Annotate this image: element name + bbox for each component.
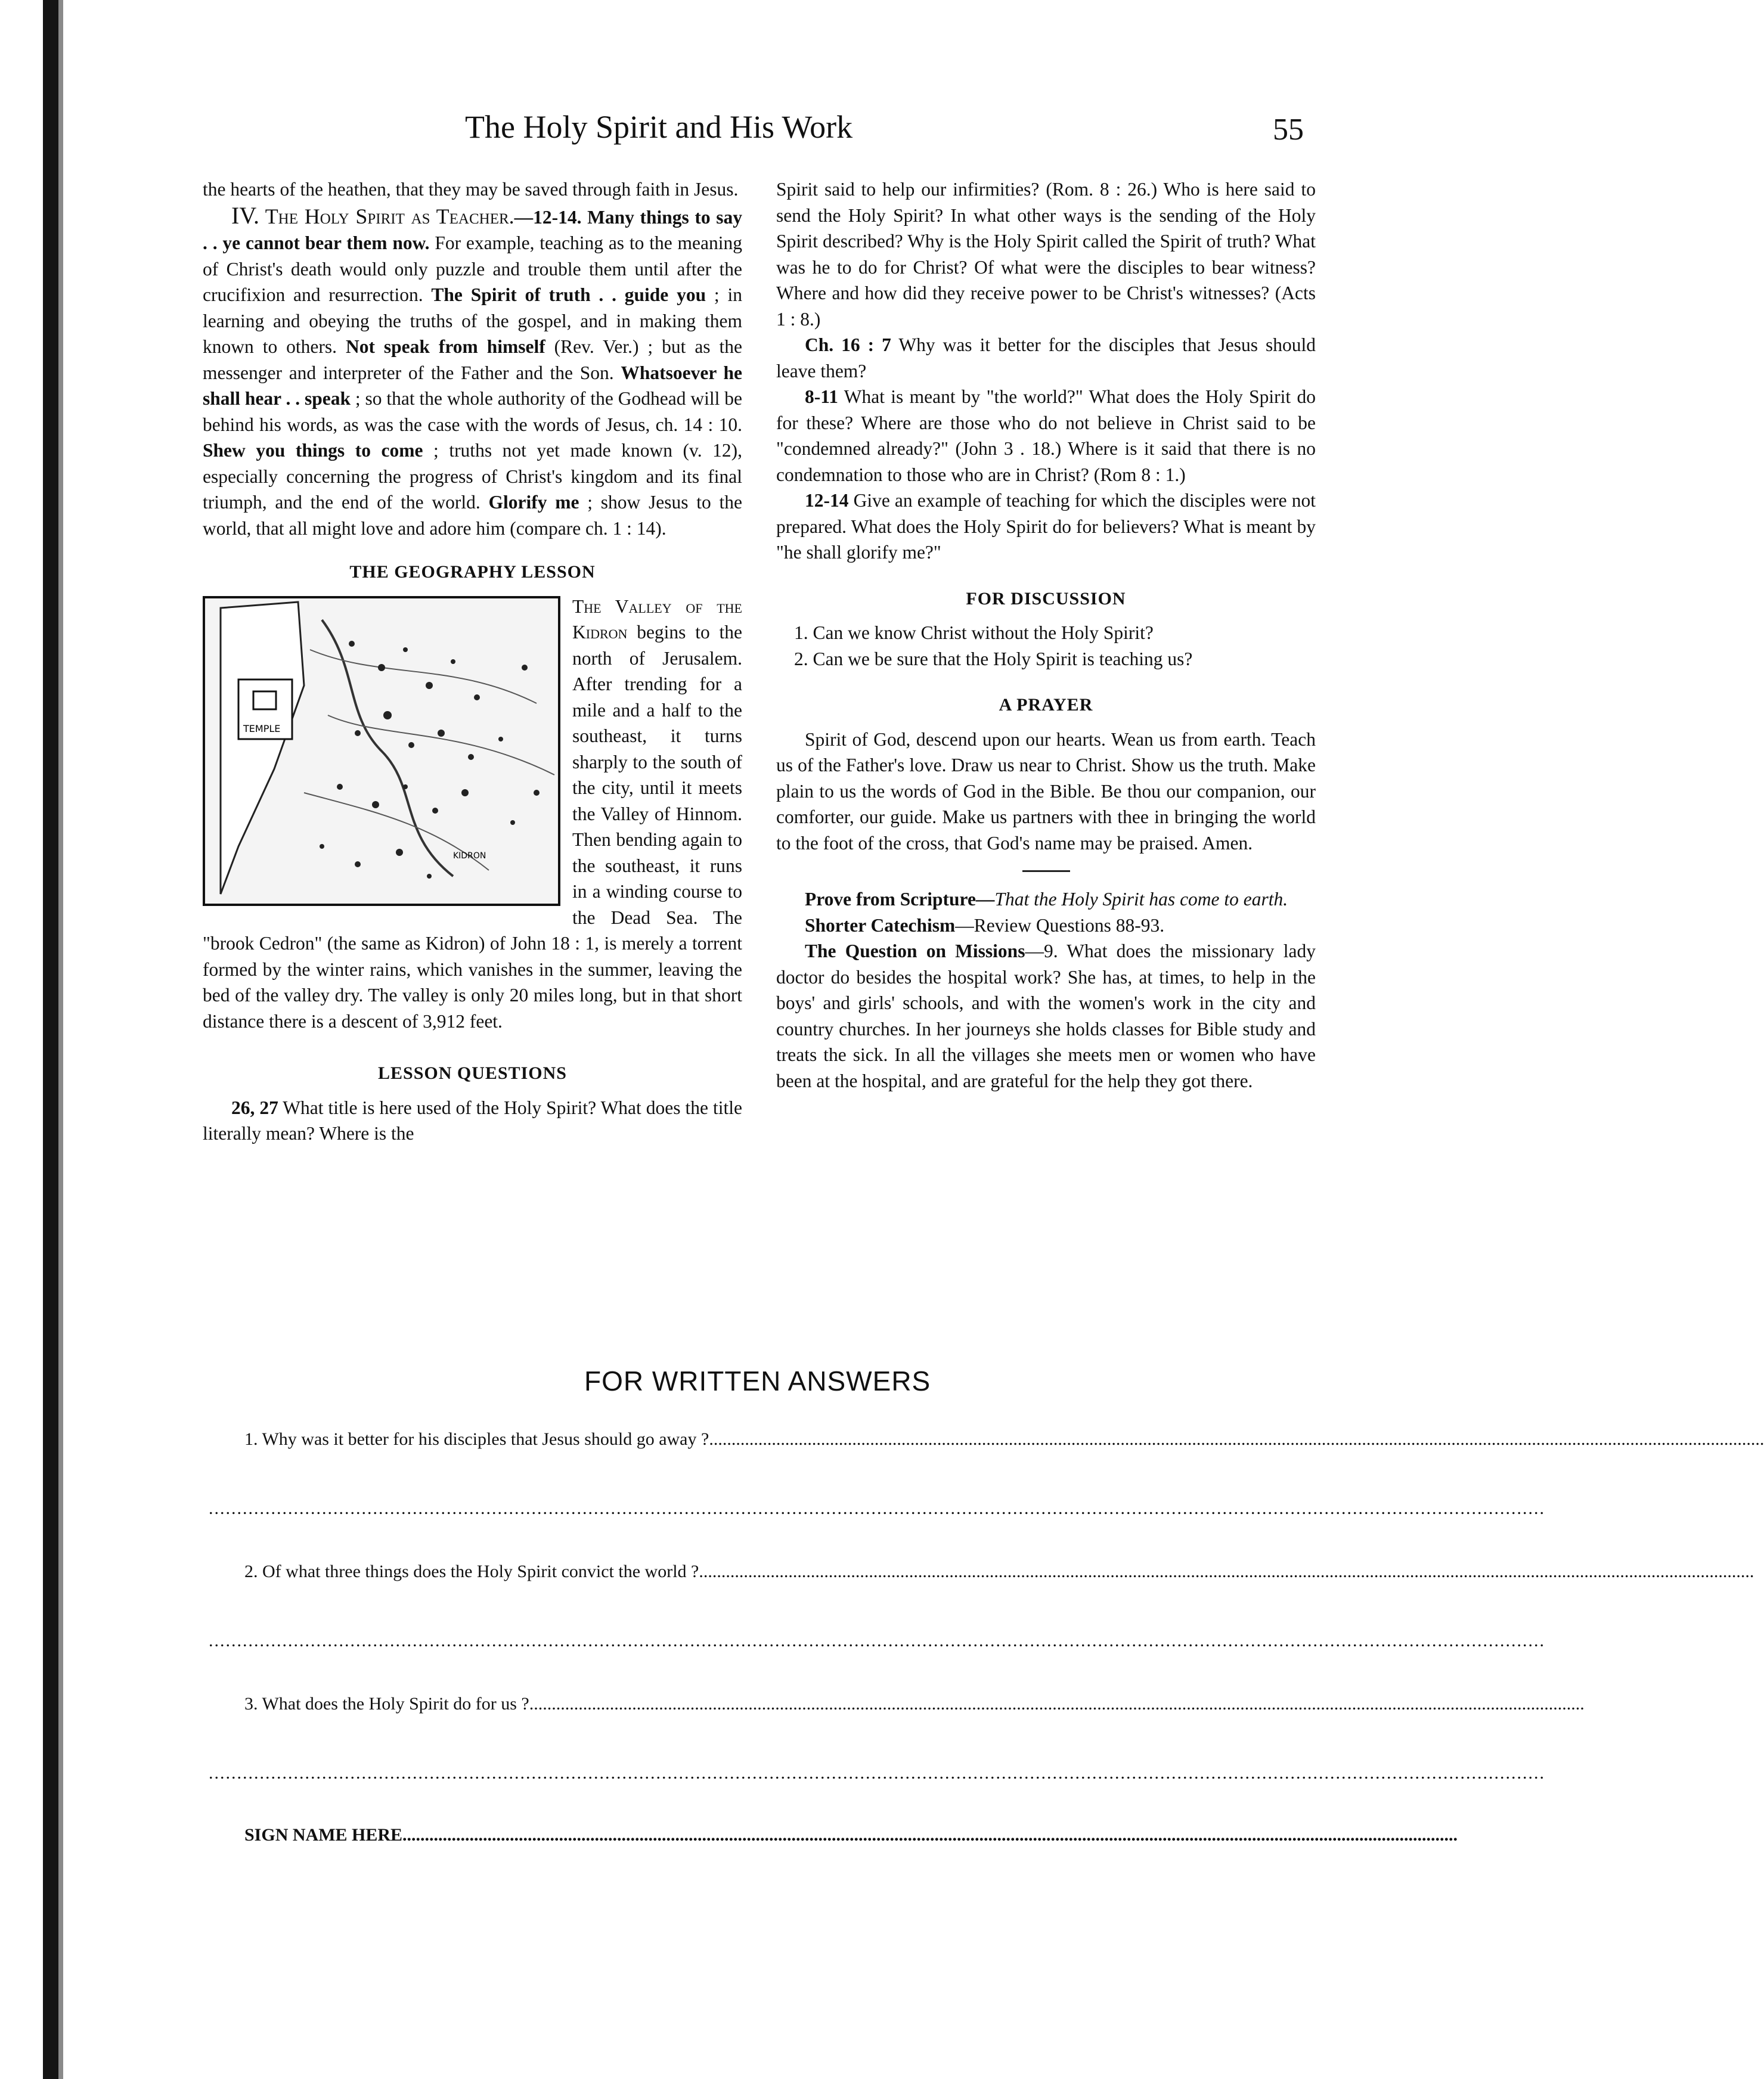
kidron-map [203, 596, 560, 906]
geography-lead: The Valley of the Kidron [572, 595, 742, 643]
bold-phrase: Not speak from himself [345, 336, 545, 357]
question-paragraph: Spirit said to help our infirmities? (Rom. 8 : 26.) Who is here said to send the Holy Spirit? In what other ways is the sending of the Holy Spirit described? Why is the Holy Spirit called the Spirit of truth? What was he to do for Christ? Of what were the disciples to bear witness? Where and how did they receive power to be Christ's witnesses? (Acts 1 : 8.) [776, 179, 1316, 330]
page-number: 55 [1273, 113, 1304, 147]
teacher-section [203, 203, 742, 542]
map-label-temple: TEMPLE [243, 722, 281, 734]
comment-text: ; so that the whole authority of the Godhead will be behind his words, as was the case with the words of Jesus, ch. 14 : 10. [203, 388, 742, 435]
map-label-kidron: KIDRON [453, 851, 486, 861]
running-header: The Holy Spirit and His Work [465, 109, 853, 145]
bold-phrase: The Spirit of truth . . guide you [431, 284, 706, 305]
written-question: 3. What does the Holy Spirit do for us ?............................................................................................................................................................................................................................................ [244, 1694, 1585, 1714]
question-paragraph: Ch. 16 : 7 Why was it better for the disciples that Jesus should leave them? [776, 334, 1316, 381]
comment-text: (Rev. Ver.) ; but as the messenger and interpreter of the Father and the Son. [203, 336, 742, 383]
prayer-text: Spirit of God, descend upon our hearts. Wean us from earth. Teach us of the Father's love. Draw us near to Christ. Show us the truth. Make plain to us the words of God in the Bible. Be thou our companion, our comforter, our guide. Make us partners with thee in bringing the world to the foot of the cross, that God's name may be praised. Amen. [776, 728, 1316, 854]
bold-phrase: Whatsoever he shall hear . . speak [203, 362, 742, 409]
lesson-questions-heading: LESSON QUESTIONS [378, 1063, 567, 1083]
written-question: 1. Why was it better for his disciples that Jesus should go away ?............................................................................................................................................................................................................................................ [244, 1429, 1764, 1449]
section-ref: —12-14. [514, 206, 582, 228]
map-illustration [203, 596, 560, 906]
lesson-question: 26, 27 What title is here used of the Holy Spirit? What does the title literally mean? Where is the [203, 1097, 742, 1144]
written-question: 2. Of what three things does the Holy Spirit convict the world ?............................................................................................................................................................................................................................................ [244, 1562, 1754, 1581]
answer-line[interactable]: ............................................................................................................................................................................................................................................ [209, 1763, 1545, 1783]
geography-text: The Valley of the Kidron begins to the north of Jerusalem. After trending for a mile and a half to the southeast, it turns sharply to the south of the city, until it meets the Valley of Hinnom. Then bending again to the southeast, it runs in a winding course to the Dead Sea. The "brook Cedron" (the same as Kidron) of John 18 : 1, is merely a torrent formed by the winter rains, which vanishes in the summer, leaving the bed of the valley dry. The valley is only 20 miles long, but in that short distance there is a descent of 3,912 feet. [203, 595, 742, 1032]
bold-phrase: Many things to say . . ye cannot bear them now. [203, 206, 743, 253]
comment-text: ; truths not yet made known (v. 12), especially concerning the progress of Christ's kingdom and its final triumph, and the end of the world. [203, 440, 742, 513]
comment-text: ; show Jesus to the world, that all might love and adore him (compare ch. 1 : 14). [203, 492, 743, 539]
prove-from-scripture: Prove from Scripture—That the Holy Spirit has come to earth. [805, 889, 1288, 910]
right-column [776, 176, 1316, 1094]
discussion-item: 2. Can we be sure that the Holy Spirit is teaching us? [794, 648, 1193, 669]
comment-text: For example, teaching as to the meaning of Christ's death would only puzzle and trouble them until after the crucifixion and resurrection. [203, 232, 742, 305]
question-paragraph: 8-11 What is meant by "the world?" What does the Holy Spirit do for these? Where are those who do not believe in Christ said to be "condemned already?" (John 3 . 18.) Where is it said that there is no condemnation to those who are in Christ? (Rom 8 : 1.) [776, 386, 1316, 485]
discussion-list [776, 620, 1316, 672]
divider [1022, 870, 1070, 872]
shorter-catechism: Shorter Catechism—Review Questions 88-93. [805, 914, 1165, 936]
answer-line[interactable]: ............................................................................................................................................................................................................................................ [209, 1498, 1545, 1518]
written-answers-title: FOR WRITTEN ANSWERS [584, 1366, 931, 1397]
continued-paragraph: the hearts of the heathen, that they may be saved through faith in Jesus. [203, 179, 739, 200]
question-paragraph: 12-14 Give an example of teaching for which the disciples were not prepared. What does the Holy Spirit do for believers? What is meant by "he shall glorify me?" [776, 490, 1316, 563]
discussion-heading: FOR DISCUSSION [966, 588, 1126, 609]
geography-heading: THE GEOGRAPHY LESSON [349, 562, 596, 582]
book-spine-edge [43, 0, 58, 2079]
bold-phrase: Glorify me [488, 492, 579, 513]
discussion-item: 1. Can we know Christ without the Holy Spirit? [794, 622, 1154, 643]
answer-line[interactable]: ............................................................................................................................................................................................................................................ [209, 1631, 1545, 1650]
sign-name-line[interactable]: SIGN NAME HERE............................................................................................................................................................................................................................................ [244, 1825, 1458, 1845]
missions-question: The Question on Missions—9. What does the missionary lady doctor do besides the hospital work? She has, at times, to help in the boys' and girls' schools, and with the women's work in the city and country churches. In her journeys she holds classes for Bible study and treats the sick. In all the villages she meets men or women who have been at the hospital, and are grateful for the help they got there. [776, 941, 1316, 1091]
comment-text: ; in learning and obeying the truths of the gospel, and in making them known to others. [203, 284, 742, 357]
spine-shadow [58, 0, 63, 2079]
section-heading: The Holy Spirit as Teacher. [265, 204, 514, 228]
section-number: IV. [231, 201, 260, 229]
left-column [203, 176, 742, 1147]
bold-phrase: Shew you things to come [203, 440, 423, 461]
prayer-heading: A PRAYER [999, 695, 1093, 715]
